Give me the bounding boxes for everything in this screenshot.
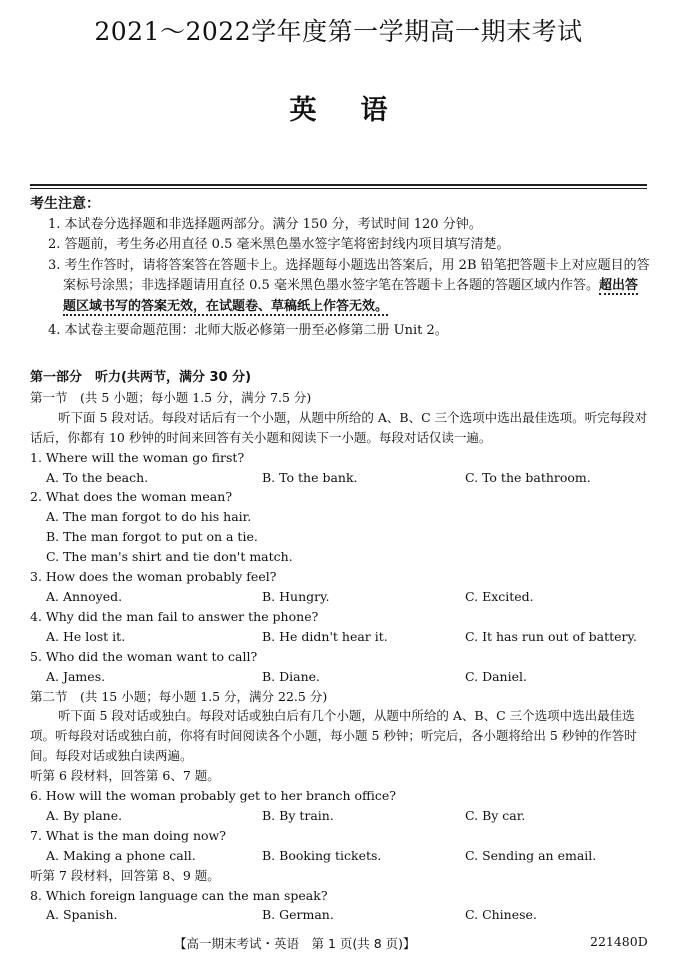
question-options bbox=[30, 627, 655, 647]
question-stem: 2. What does the woman mean? bbox=[30, 489, 233, 505]
question-options bbox=[30, 846, 655, 866]
question-options bbox=[30, 667, 655, 687]
option-c: C. Daniel. bbox=[465, 668, 527, 684]
option-c: C. By car. bbox=[465, 807, 526, 823]
candidate-notice bbox=[30, 194, 650, 342]
question-options bbox=[30, 905, 655, 925]
question-options bbox=[30, 806, 655, 826]
option-a: A. Spanish. bbox=[46, 907, 118, 923]
section2-heading: 第二节 (共 15 小题；每小题 1.5 分，满分 22.5 分) bbox=[30, 688, 328, 704]
question-stem: 6. How will the woman probably get to her branch office? bbox=[30, 788, 396, 804]
notice-item-4: 4. 本试卷主要命题范围：北师大版必修第一册至必修第二册 Unit 2。 bbox=[48, 323, 448, 338]
option-a: A. Making a phone call. bbox=[46, 847, 196, 863]
option-b: B. By train. bbox=[262, 807, 334, 823]
notice-item-3-emphasis: 超出答题区域书写的答案无效，在试题卷、草稿纸上作答无效。 bbox=[63, 278, 638, 314]
notice-item-1: 1. 本试卷分选择题和非选择题两部分。满分 150 分，考试时间 120 分钟。 bbox=[48, 216, 482, 232]
option-a: A. He lost it. bbox=[46, 628, 126, 644]
option-c: C. To the bathroom. bbox=[465, 469, 591, 485]
divider-line-thin bbox=[30, 188, 647, 189]
option-a: A. James. bbox=[46, 668, 106, 684]
option-c: C. Sending an email. bbox=[465, 847, 597, 863]
material-7-note: 听第 7 段材料，回答第 8、9 题。 bbox=[30, 867, 220, 883]
question-stem: 4. Why did the man fail to answer the phone? bbox=[30, 608, 319, 624]
option-b: B. The man forgot to put on a tie. bbox=[46, 529, 258, 545]
option-b: B. German. bbox=[262, 907, 334, 923]
option-c: C. Chinese. bbox=[465, 907, 537, 923]
option-c: C. It has run out of battery. bbox=[465, 628, 637, 644]
option-a: A. To the beach. bbox=[46, 469, 149, 485]
material-6-note: 听第 6 段材料，回答第 6、7 题。 bbox=[30, 768, 220, 784]
footer-code: 221480D bbox=[590, 934, 648, 949]
exam-title: 2021～2022学年度第一学期高一期末考试 bbox=[94, 17, 583, 46]
option-b: B. To the bank. bbox=[262, 469, 358, 485]
option-a: A. By plane. bbox=[46, 807, 123, 823]
notice-item-3-text: 3. 考生作答时，请将答案答在答题卡上。选择题每小题选出答案后，用 2B 铅笔把答题卡上对应题目的答案标号涂黑；非选择题请用直径 0.5 毫米黑色墨水签字笔在答题卡上各题的答题区域内作答。 bbox=[48, 257, 650, 293]
option-a: A. The man forgot to do his hair. bbox=[46, 509, 252, 525]
notice-title: 考生注意： bbox=[30, 196, 100, 212]
option-b: B. Booking tickets. bbox=[262, 847, 382, 863]
question-options bbox=[30, 468, 655, 488]
option-c: C. Excited. bbox=[465, 588, 534, 604]
section2-instructions: 听下面 5 段对话或独白。每段对话或独白后有几个小题，从题中所给的 A、B、C 三个选项中选出最佳选项。听每段对话或独白前，你将有时间阅读各个小题，每小题 5 秒钟；听完后，各小题将给出 5 秒钟的作答时间。每段对话或独白读两遍。 bbox=[30, 708, 637, 764]
question-stem: 8. Which foreign language can the man speak? bbox=[30, 887, 328, 903]
question-stem: 3. How does the woman probably feel? bbox=[30, 569, 277, 585]
part1-title: 第一部分 听力(共两节，满分 30 分) bbox=[30, 370, 252, 385]
option-b: B. He didn't hear it. bbox=[262, 628, 388, 644]
question-stem: 7. What is the man doing now? bbox=[30, 827, 226, 843]
question-options bbox=[30, 587, 655, 607]
divider-line bbox=[30, 184, 647, 186]
option-b: B. Diane. bbox=[262, 668, 321, 684]
question-stem: 5. Who did the woman want to call? bbox=[30, 648, 258, 664]
option-b: B. Hungry. bbox=[262, 588, 330, 604]
subject-title: 英语 bbox=[289, 95, 432, 126]
question-stem: 1. Where will the woman go first? bbox=[30, 449, 245, 465]
section1-instructions: 听下面 5 段对话。每段对话后有一个小题，从题中所给的 A、B、C 三个选项中选出最佳选项。听完每段对话后，你都有 10 秒钟的时间来回答有关小题和阅读下一小题。每段对话仅读一遍。 bbox=[30, 409, 648, 445]
exam-body bbox=[30, 368, 655, 925]
notice-item-3 bbox=[30, 256, 650, 318]
option-c: C. The man's shirt and tie don't match. bbox=[46, 549, 293, 565]
section1-heading: 第一节 (共 5 小题；每小题 1.5 分，满分 7.5 分) bbox=[30, 389, 312, 405]
option-a: A. Annoyed. bbox=[46, 588, 123, 604]
footer-page-info: 【高一期末考试・英语 第 1 页(共 8 页)】 bbox=[174, 936, 416, 951]
notice-item-2: 2. 答题前，考生务必用直径 0.5 毫米黑色墨水签字笔将密封线内项目填写清楚。 bbox=[48, 237, 510, 252]
